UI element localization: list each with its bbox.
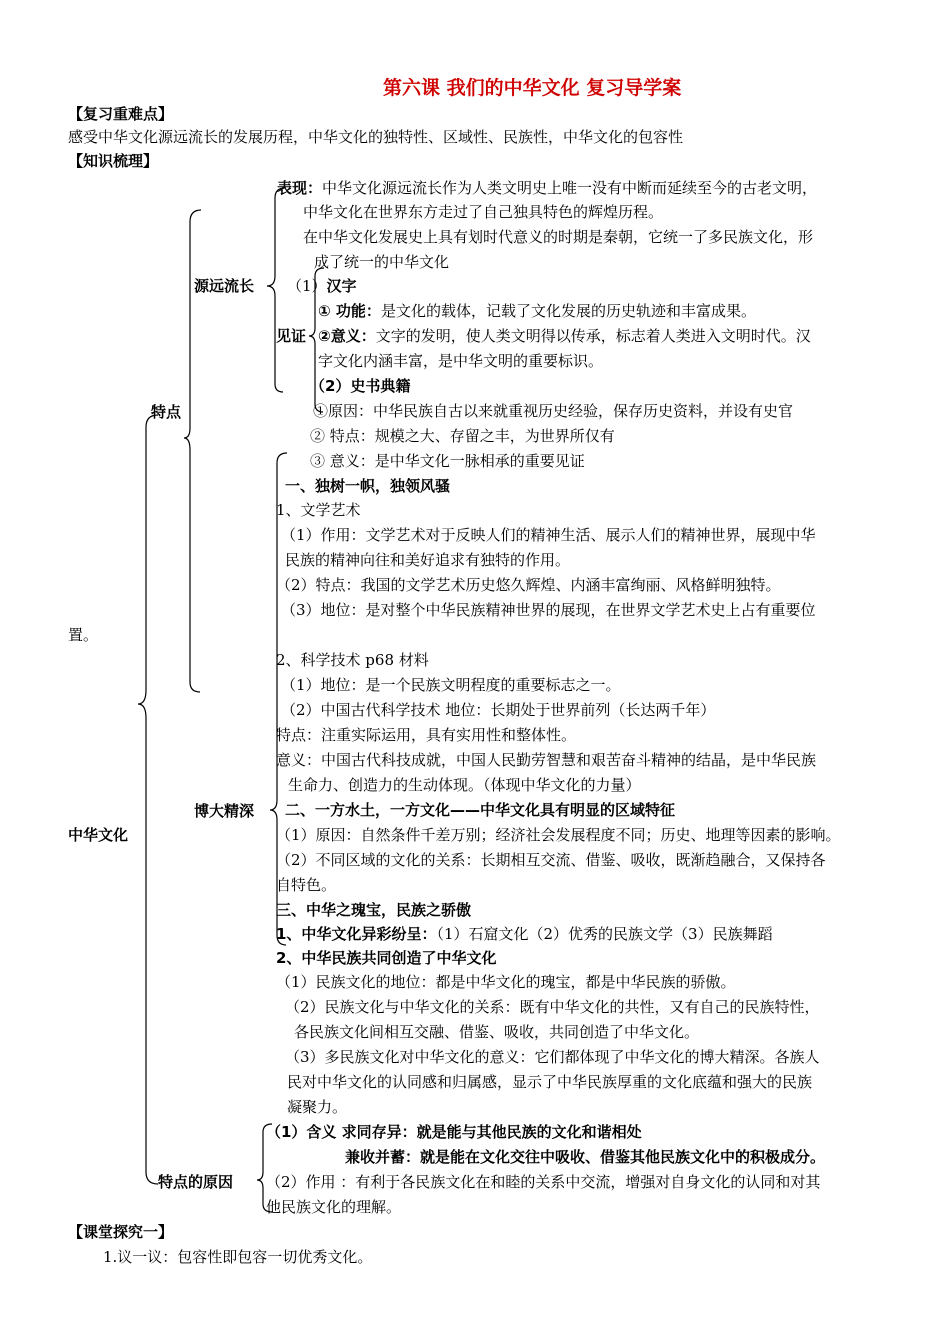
text-line: （1）民族文化的地位：都是中华文化的瑰宝，都是中华民族的骄傲。 xyxy=(276,973,736,991)
text-line: 自特色。 xyxy=(276,876,337,894)
text-line: （1）作用：文学艺术对于反映人们的精神生活、展示人们的精神世界，展现中华 xyxy=(281,526,816,544)
explore-item: 1.议一议：包容性即包容一切优秀文化。 xyxy=(103,1248,373,1266)
section-one-heading: 一、独树一帜，独领风骚 xyxy=(285,477,451,495)
text-line: （3）多民族文化对中华文化的意义：它们都体现了中华文化的博大精深。各族人 xyxy=(285,1048,820,1066)
line-hanzi: （1）汉字 xyxy=(287,277,357,295)
explore-heading: 【课堂探究一】 xyxy=(68,1223,174,1241)
text-line: 他民族文化的理解。 xyxy=(266,1198,402,1216)
text-line: 中华文化在世界东方走过了自己独具特色的辉煌历程。 xyxy=(303,203,664,221)
section-two-heading: 二、一方水土，一方文化——中华文化具有明显的区域特征 xyxy=(285,801,676,819)
line-expression: 表现：中华文化源远流长作为人类文明史上唯一没有中断而延续至今的古老文明， xyxy=(277,179,818,197)
tree-evidence-label: 见证 xyxy=(276,327,307,345)
text-line: 2、科学技术 p68 材料 xyxy=(276,651,429,669)
text-line: 置。 xyxy=(68,626,99,644)
text-line: 成了统一的中华文化 xyxy=(314,253,450,271)
tree-broad-deep-label: 博大精深 xyxy=(194,802,255,820)
line-meaning: ②意义：文字的发明，使人类文明得以传承，标志着人类进入文明时代。汉 xyxy=(318,327,811,345)
line-diversity: 1、中华文化异彩纷呈：（1）石窟文化（2）优秀的民族文学（3）民族舞蹈 xyxy=(276,925,773,943)
text-line: 特点：注重实际运用，具有实用性和整体性。 xyxy=(276,726,577,744)
line-function: ① 功能：是文化的载体，记载了文化发展的历史轨迹和丰富成果。 xyxy=(318,302,756,320)
text-line: 字文化内涵丰富，是中华文明的重要标识。 xyxy=(318,352,604,370)
line-absorb: 兼收并蓄：就是能在文化交往中吸收、借鉴其他民族文化中的积极成分。 xyxy=(345,1148,826,1166)
text-line: 在中华文化发展史上具有划时代意义的时期是秦朝，它统一了多民族文化，形 xyxy=(303,228,814,246)
text-line: 民对中华文化的认同感和归属感，显示了中华民族厚重的文化底蕴和强大的民族 xyxy=(287,1073,813,1091)
bracket-root xyxy=(138,415,158,1184)
review-text: 感受中华文化源远流长的发展历程，中华文化的独特性、区域性、民族性，中华文化的包容性 xyxy=(68,128,684,146)
page-title: 第六课 我们的中华文化 复习导学案 xyxy=(383,77,682,99)
text-line: 各民族文化间相互交融、借鉴、吸收，共同创造了中华文化。 xyxy=(294,1023,700,1041)
line-meaning-tolerance: （1）含义 求同存异：就是能与其他民族的文化和谐相处 xyxy=(266,1123,642,1141)
line-co-created: 2、中华民族共同创造了中华文化 xyxy=(276,949,497,967)
text-line: （3）地位：是对整个中华民族精神世界的展现，在世界文学艺术史上占有重要位 xyxy=(281,601,816,619)
text-line: 1、文学艺术 xyxy=(276,501,361,519)
text-line: （1）原因：自然条件千差万别；经济社会发展程度不同；历史、地理等因素的影响。 xyxy=(276,826,841,844)
text-line: 民族的精神向往和美好追求有独特的作用。 xyxy=(285,551,571,569)
text-line: （1）地位：是一个民族文明程度的重要标志之一。 xyxy=(281,676,621,694)
text-line: 生命力、创造力的生动体现。（体现中华文化的力量） xyxy=(288,776,641,794)
section-three-heading: 三、中华之瑰宝，民族之骄傲 xyxy=(276,901,472,919)
text-line: ③ 意义：是中华文化一脉相承的重要见证 xyxy=(310,452,585,470)
tree-reason-label: 特点的原因 xyxy=(158,1173,234,1191)
text-line: （2）作用 ：有利于各民族文化在和睦的关系中交流，增强对自身文化的认同和对其 xyxy=(266,1173,821,1191)
text-line: ①原因：中华民族自古以来就重视历史经验，保存历史资料，并设有史官 xyxy=(313,402,794,420)
text-line: 意义：中国古代科技成就，中国人民勤劳智慧和艰苦奋斗精神的结晶，是中华民族 xyxy=(276,751,817,769)
text-line: （2）特点：我国的文学艺术历史悠久辉煌、内涵丰富绚丽、风格鲜明独特。 xyxy=(276,576,781,594)
line-history-books: （2）史书典籍 xyxy=(310,377,411,395)
text-line: （2）中国古代科学技术 地位：长期处于世界前列（长达两千年） xyxy=(281,701,716,719)
knowledge-heading: 【知识梳理】 xyxy=(68,152,159,170)
tree-features-label: 特点 xyxy=(151,403,182,421)
bracket-long-history xyxy=(267,188,285,392)
text-line: ② 特点：规模之大、存留之丰，为世界所仅有 xyxy=(310,427,615,445)
text-line: 凝聚力。 xyxy=(287,1098,348,1116)
text-line: （2）民族文化与中华文化的关系：既有中华文化的共性，又有自己的民族特性， xyxy=(285,998,820,1016)
text-line: （2）不同区域的文化的关系：长期相互交流、借鉴、吸收，既渐趋融合，又保持各 xyxy=(276,851,826,869)
tree-long-history-label: 源远流长 xyxy=(194,277,255,295)
tree-root-label: 中华文化 xyxy=(68,826,129,844)
review-heading: 【复习重难点】 xyxy=(68,105,174,123)
